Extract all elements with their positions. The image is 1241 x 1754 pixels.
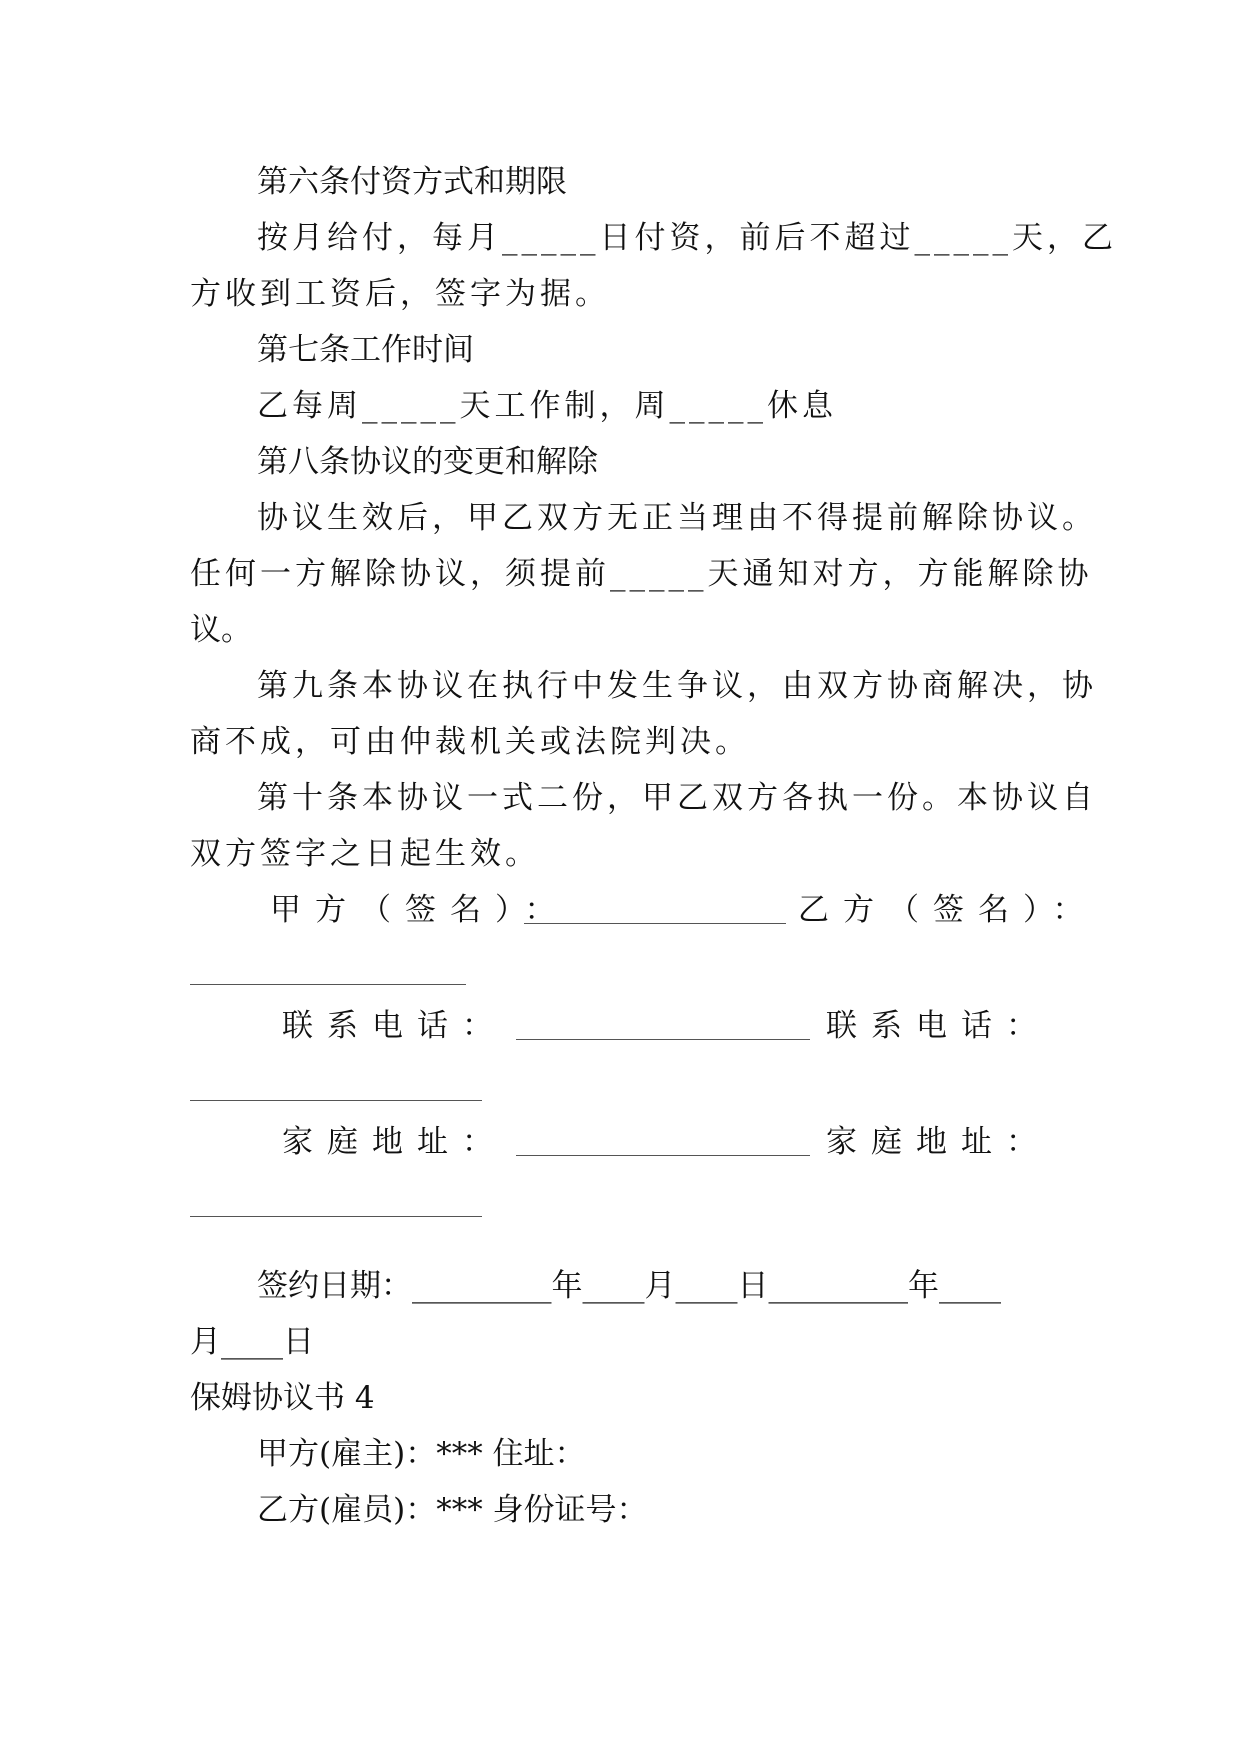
article-6-title: 第六条付资方式和期限	[257, 164, 567, 200]
party-a-phone-line	[516, 1039, 810, 1040]
party-a-address-line	[516, 1155, 810, 1156]
party-a-phone-label: 联系电话：	[282, 1008, 507, 1044]
article-10-body-line-2: 双方签字之日起生效。	[190, 836, 540, 872]
article-8-body-line-3: 议。	[190, 612, 252, 648]
party-a-signature-line	[524, 923, 786, 924]
party-b-signature-label: 乙方（签名）：	[798, 892, 1098, 928]
article-7-title: 第七条工作时间	[257, 332, 474, 368]
article-8-body-line-2: 任何一方解除协议，须提前_____天通知对方，方能解除协	[190, 556, 1093, 592]
article-7-body: 乙每周_____天工作制，周_____休息	[257, 388, 837, 424]
party-b-phone-line	[190, 1100, 482, 1101]
employee-line: 乙方(雇员)：*** 身份证号：	[257, 1492, 648, 1528]
article-9-body-line-1: 第九条本协议在执行中发生争议，由双方协商解决，协	[257, 668, 1097, 704]
article-10-body-line-1: 第十条本协议一式二份，甲乙双方各执一份。本协议自	[257, 780, 1097, 816]
article-6-body-line-1: 按月给付，每月_____日付资，前后不超过_____天，乙	[257, 220, 1117, 256]
article-8-title: 第八条协议的变更和解除	[257, 444, 598, 480]
article-9-body-line-2: 商不成，可由仲裁机关或法院判决。	[190, 724, 750, 760]
party-b-signature-line	[190, 984, 466, 985]
party-a-signature-label: 甲方（签名）：	[270, 892, 570, 928]
party-a-address-label: 家庭地址：	[282, 1124, 507, 1160]
employer-line: 甲方(雇主)：*** 住址：	[257, 1436, 586, 1472]
next-document-title: 保姆协议书 4	[190, 1380, 375, 1416]
article-6-body-line-2: 方收到工资后，签字为据。	[190, 276, 610, 312]
party-b-address-label: 家庭地址：	[826, 1124, 1051, 1160]
article-8-body-line-1: 协议生效后，甲乙双方无正当理由不得提前解除协议。	[257, 500, 1097, 536]
signing-date-line-2: 月____日	[190, 1324, 314, 1360]
signing-date-line-1: 签约日期：_________年____月____日_________年____	[257, 1268, 1001, 1304]
party-b-address-line	[190, 1216, 482, 1217]
party-b-phone-label: 联系电话：	[826, 1008, 1051, 1044]
